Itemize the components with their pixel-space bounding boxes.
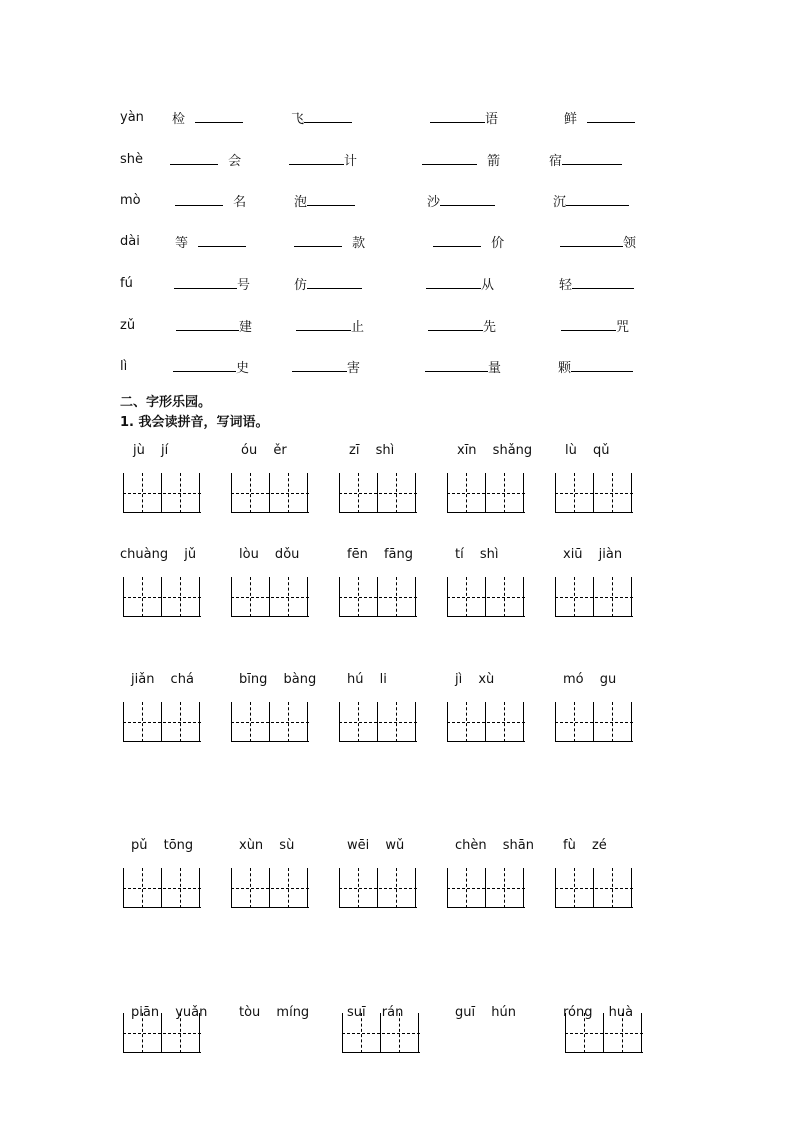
row-pinyin: yàn [120,110,144,125]
grid-mid-dash [555,493,633,494]
writing-grid[interactable] [123,1013,201,1053]
answer-blank[interactable] [175,193,223,206]
answer-blank[interactable] [560,234,623,247]
char: 先 [483,320,497,335]
grid-mid-dash [231,722,309,723]
char: 颗 [558,361,572,376]
pinyin-word: fēn fāng [347,547,413,562]
pinyin-word: guī hún [455,1005,516,1020]
section-subtitle: 1. 我会读拼音，写词语。 [120,415,269,430]
writing-grid[interactable] [339,868,417,908]
answer-blank[interactable] [430,110,485,123]
answer-blank[interactable] [198,234,246,247]
answer-blank[interactable] [426,276,481,289]
writing-grid[interactable] [339,577,417,617]
grid-baseline [339,741,417,742]
answer-blank[interactable] [296,318,351,331]
answer-blank[interactable] [170,152,218,165]
answer-blank[interactable] [173,359,236,372]
grid-baseline [555,616,633,617]
char: 咒 [616,320,630,335]
row-pinyin: shè [120,152,144,167]
answer-blank[interactable] [425,359,488,372]
grid-mid-dash [123,888,201,889]
writing-grid[interactable] [123,577,201,617]
pinyin-word: piān yuǎn [131,1005,208,1020]
writing-grid[interactable] [339,473,417,513]
writing-grid[interactable] [565,1013,643,1053]
pinyin-word: tòu míng [239,1005,310,1020]
pinyin-word: róng huà [563,1005,634,1020]
pinyin-word: lòu dǒu [239,547,300,562]
grid-baseline [339,907,417,908]
grid-mid-dash [342,1033,420,1034]
answer-blank[interactable] [561,318,616,331]
answer-blank[interactable] [307,193,355,206]
grid-baseline [555,741,633,742]
pinyin-word: xiū jiàn [563,547,623,562]
answer-blank[interactable] [176,318,239,331]
grid-mid-dash [555,722,633,723]
answer-blank[interactable] [422,152,477,165]
grid-baseline [231,741,309,742]
answer-blank[interactable] [294,234,342,247]
grid-mid-dash [339,493,417,494]
grid-baseline [555,512,633,513]
answer-blank[interactable] [433,234,481,247]
grid-mid-dash [123,493,201,494]
answer-blank[interactable] [289,152,344,165]
answer-blank[interactable] [174,276,237,289]
grid-mid-dash [123,1033,201,1034]
pinyin-word: bīng bàng [239,672,317,687]
char: 害 [347,361,361,376]
pinyin-word: jiǎn chá [131,672,194,687]
char: 量 [488,361,502,376]
pinyin-word: chèn shān [455,838,534,853]
pinyin-word: suī rán [347,1005,404,1020]
grid-baseline [342,1052,420,1053]
char: 止 [351,320,365,335]
row-pinyin: fú [120,276,133,291]
writing-grid[interactable] [447,868,525,908]
char: 鲜 [564,112,578,127]
grid-baseline [231,616,309,617]
char: 等 [175,236,189,251]
writing-grid[interactable] [447,577,525,617]
grid-baseline [123,907,201,908]
grid-mid-dash [123,722,201,723]
grid-baseline [447,616,525,617]
grid-mid-dash [339,888,417,889]
char: 检 [172,112,186,127]
char: 计 [344,154,358,169]
row-pinyin: mò [120,193,141,208]
writing-grid[interactable] [231,702,309,742]
grid-baseline [565,1052,643,1053]
grid-baseline [447,741,525,742]
char: 价 [491,236,505,251]
pinyin-word: xùn sù [239,838,295,853]
grid-baseline [123,1052,201,1053]
answer-blank[interactable] [428,318,483,331]
writing-grid[interactable] [123,868,201,908]
char: 泡 [294,195,308,210]
answer-blank[interactable] [566,193,629,206]
grid-mid-dash [339,722,417,723]
char: 领 [623,236,637,251]
grid-baseline [123,512,201,513]
pinyin-word: mó gu [563,672,617,687]
pinyin-word: jù jí [133,443,169,458]
grid-baseline [447,512,525,513]
writing-grid[interactable] [231,868,309,908]
section-title: 二、字形乐园。 [120,395,212,410]
grid-baseline [339,512,417,513]
answer-blank[interactable] [195,110,243,123]
char: 箭 [487,154,501,169]
answer-blank[interactable] [562,152,622,165]
writing-grid[interactable] [339,702,417,742]
pinyin-word: fù zé [563,838,607,853]
pinyin-word: jì xù [455,672,495,687]
grid-mid-dash [447,888,525,889]
answer-blank[interactable] [571,359,633,372]
grid-baseline [123,741,201,742]
grid-baseline [231,512,309,513]
grid-baseline [123,616,201,617]
answer-blank[interactable] [292,359,347,372]
char: 仿 [294,278,308,293]
grid-baseline [231,907,309,908]
char: 语 [485,112,499,127]
writing-grid[interactable] [447,702,525,742]
grid-mid-dash [231,597,309,598]
pinyin-word: óu ěr [241,443,287,458]
writing-grid[interactable] [231,473,309,513]
row-pinyin: dài [120,234,140,249]
writing-grid[interactable] [447,473,525,513]
answer-blank[interactable] [307,276,362,289]
pinyin-word: hú li [347,672,387,687]
char: 沙 [427,195,441,210]
char: 从 [481,278,495,293]
grid-mid-dash [231,493,309,494]
char: 飞 [291,112,305,127]
grid-mid-dash [447,493,525,494]
char: 名 [233,195,247,210]
writing-grid[interactable] [555,868,633,908]
char: 号 [237,278,251,293]
pinyin-word: zī shì [349,443,395,458]
char: 史 [236,361,250,376]
grid-baseline [339,616,417,617]
grid-mid-dash [555,597,633,598]
pinyin-word: chuàng jǔ [120,547,197,562]
answer-blank[interactable] [440,193,495,206]
grid-mid-dash [447,722,525,723]
grid-baseline [447,907,525,908]
answer-blank[interactable] [587,110,635,123]
pinyin-word: xīn shǎng [457,443,533,458]
grid-mid-dash [447,597,525,598]
answer-blank[interactable] [304,110,352,123]
char: 会 [228,154,242,169]
row-pinyin: zǔ [120,318,136,333]
writing-grid[interactable] [123,473,201,513]
writing-grid[interactable] [342,1013,420,1053]
grid-mid-dash [565,1033,643,1034]
grid-mid-dash [123,597,201,598]
grid-mid-dash [231,888,309,889]
answer-blank[interactable] [572,276,634,289]
grid-baseline [555,907,633,908]
writing-grid[interactable] [555,577,633,617]
writing-grid[interactable] [123,702,201,742]
char: 建 [239,320,253,335]
pinyin-word: pǔ tōng [131,838,194,853]
char: 轻 [559,278,573,293]
row-pinyin: lì [120,359,128,374]
writing-grid[interactable] [555,473,633,513]
writing-grid[interactable] [231,577,309,617]
pinyin-word: lù qǔ [565,443,610,458]
char: 款 [352,236,366,251]
writing-grid[interactable] [555,702,633,742]
pinyin-word: wēi wǔ [347,838,405,853]
grid-mid-dash [555,888,633,889]
pinyin-word: tí shì [455,547,499,562]
grid-mid-dash [339,597,417,598]
char: 宿 [549,154,563,169]
char: 沉 [553,195,567,210]
